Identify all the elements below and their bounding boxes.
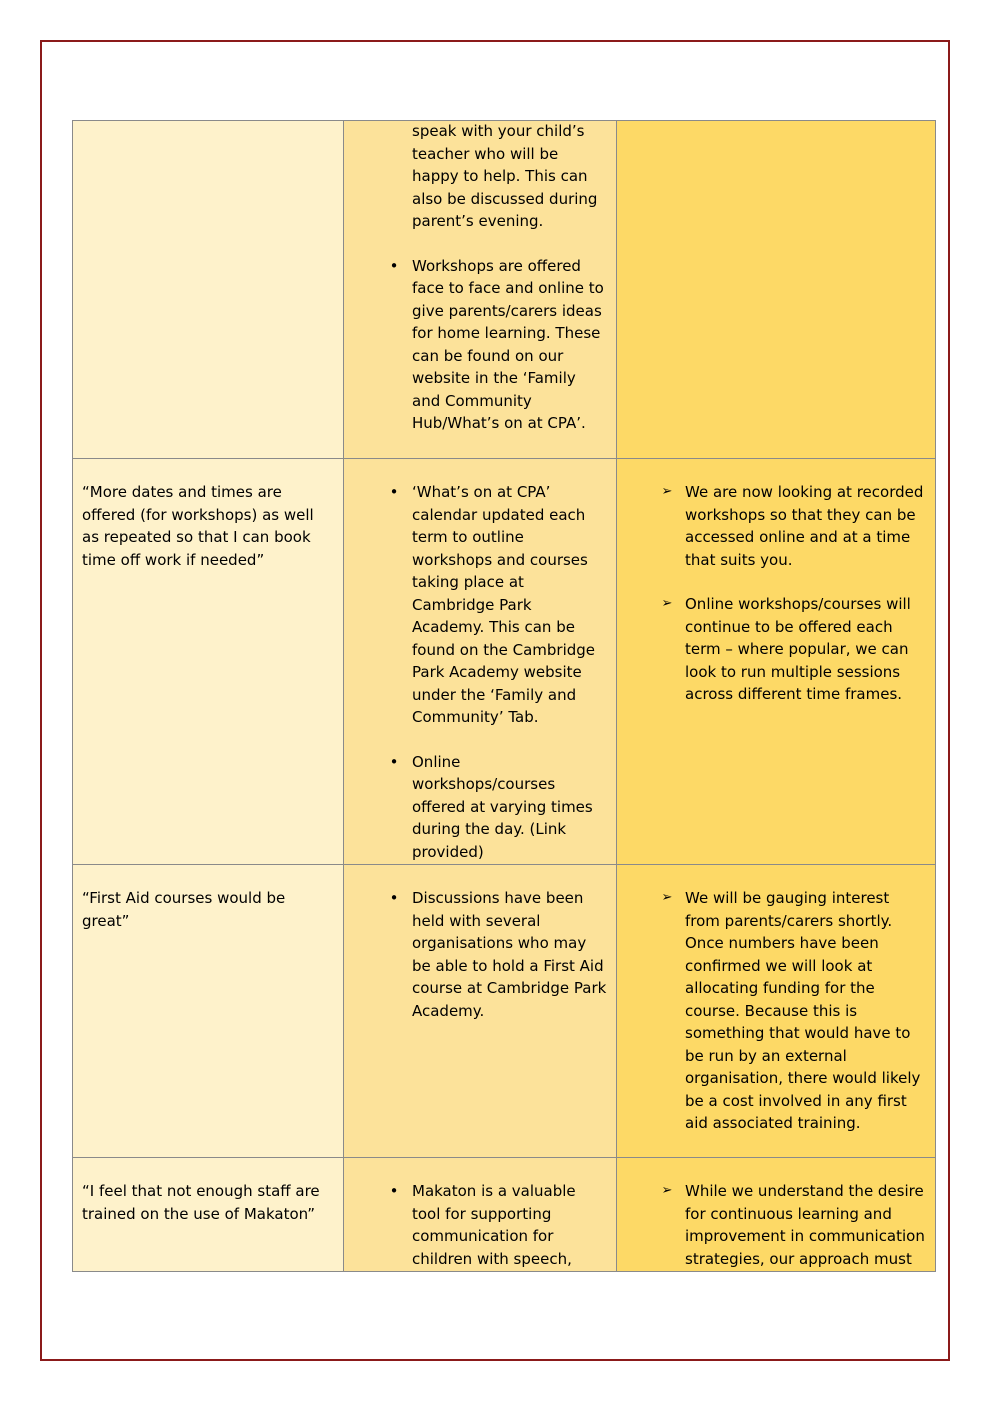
next-step-text: We are now looking at recorded workshops so that they can be accessed online and at a time that suits you.: [685, 483, 924, 569]
actions-cell: [344, 459, 617, 865]
feedback-cell: [73, 865, 344, 1158]
next-step-text: We will be gauging interest from parents/carers shortly. Once numbers have been confirmed we will look at allocating funding for the course. Because this is something that would have to be run by an external organisation, there would likely be a cost involved in any first aid associated training.: [685, 889, 921, 1132]
table-row: [73, 459, 936, 865]
bullet-icon: •: [389, 1182, 399, 1200]
table-row: [73, 865, 936, 1158]
list-item: [626, 481, 927, 571]
bullet-icon: •: [389, 256, 399, 275]
arrow-bullet-icon: ➢: [661, 484, 673, 499]
next-steps-cell: [617, 1158, 936, 1272]
list-item: speak with your child’s teacher who will be happy to help. This can also be discussed during parent’s evening.: [412, 122, 598, 230]
table-row: [73, 1158, 936, 1272]
feedback-cell: [73, 121, 344, 459]
action-text: Workshops are offered face to face and online to give parents/carers ideas for home learning. These can be found on our website in the ‘Family and Community Hub/What’s on at CPA’.: [412, 256, 604, 432]
next-steps-cell: [617, 865, 936, 1158]
arrow-bullet-icon: ➢: [661, 596, 673, 611]
list-item: [353, 1180, 608, 1270]
action-text: Discussions have been held with several organisations who may be able to hold a First Aid course at Cambridge Park Academy.: [412, 889, 607, 1020]
feedback-text: “I feel that not enough staff are trained on the use of Makaton”: [82, 1182, 320, 1223]
list-item: [353, 481, 608, 729]
bullet-icon: •: [389, 752, 399, 771]
bullet-icon: •: [389, 483, 399, 501]
feedback-text: [73, 121, 343, 458]
bullet-icon: •: [389, 889, 399, 907]
list-item: [626, 593, 927, 706]
feedback-table: [72, 120, 936, 1272]
next-step-text: While we understand the desire for continuous learning and improvement in communication strategies, our approach must: [685, 1182, 925, 1268]
action-text: Online workshops/courses offered at varying times during the day. (Link provided): [412, 752, 593, 861]
feedback-text: “First Aid courses would be great”: [82, 889, 286, 930]
table-row: [73, 121, 936, 459]
action-text: Makaton is a valuable tool for supporting communication for children with speech,: [412, 1182, 576, 1268]
feedback-text: “More dates and times are offered (for workshops) as well as repeated so that I can book time off work if needed”: [82, 483, 314, 569]
list-item: [353, 887, 608, 1022]
action-text: ‘What’s on at CPA’ calendar updated each term to outline workshops and courses taking place at Cambridge Park Academy. This can be found on the Cambridge Park Academy website under the ‘Family and Community’ Tab.: [412, 483, 596, 726]
list-item: [626, 887, 927, 1135]
feedback-cell: [73, 1158, 344, 1272]
actions-cell: [344, 865, 617, 1158]
arrow-bullet-icon: ➢: [661, 1183, 673, 1198]
next-step-text: Online workshops/courses will continue to be offered each term – where popular, we can look to run multiple sessions across different time frames.: [685, 595, 911, 703]
arrow-bullet-icon: ➢: [661, 890, 673, 905]
list-item: [353, 255, 608, 435]
next-steps-cell: [617, 121, 936, 459]
next-steps-cell: [617, 459, 936, 865]
list-item: [353, 751, 608, 864]
actions-cell: [344, 121, 617, 459]
list-item: [626, 1180, 927, 1270]
actions-cell: [344, 1158, 617, 1272]
feedback-cell: [73, 459, 344, 865]
